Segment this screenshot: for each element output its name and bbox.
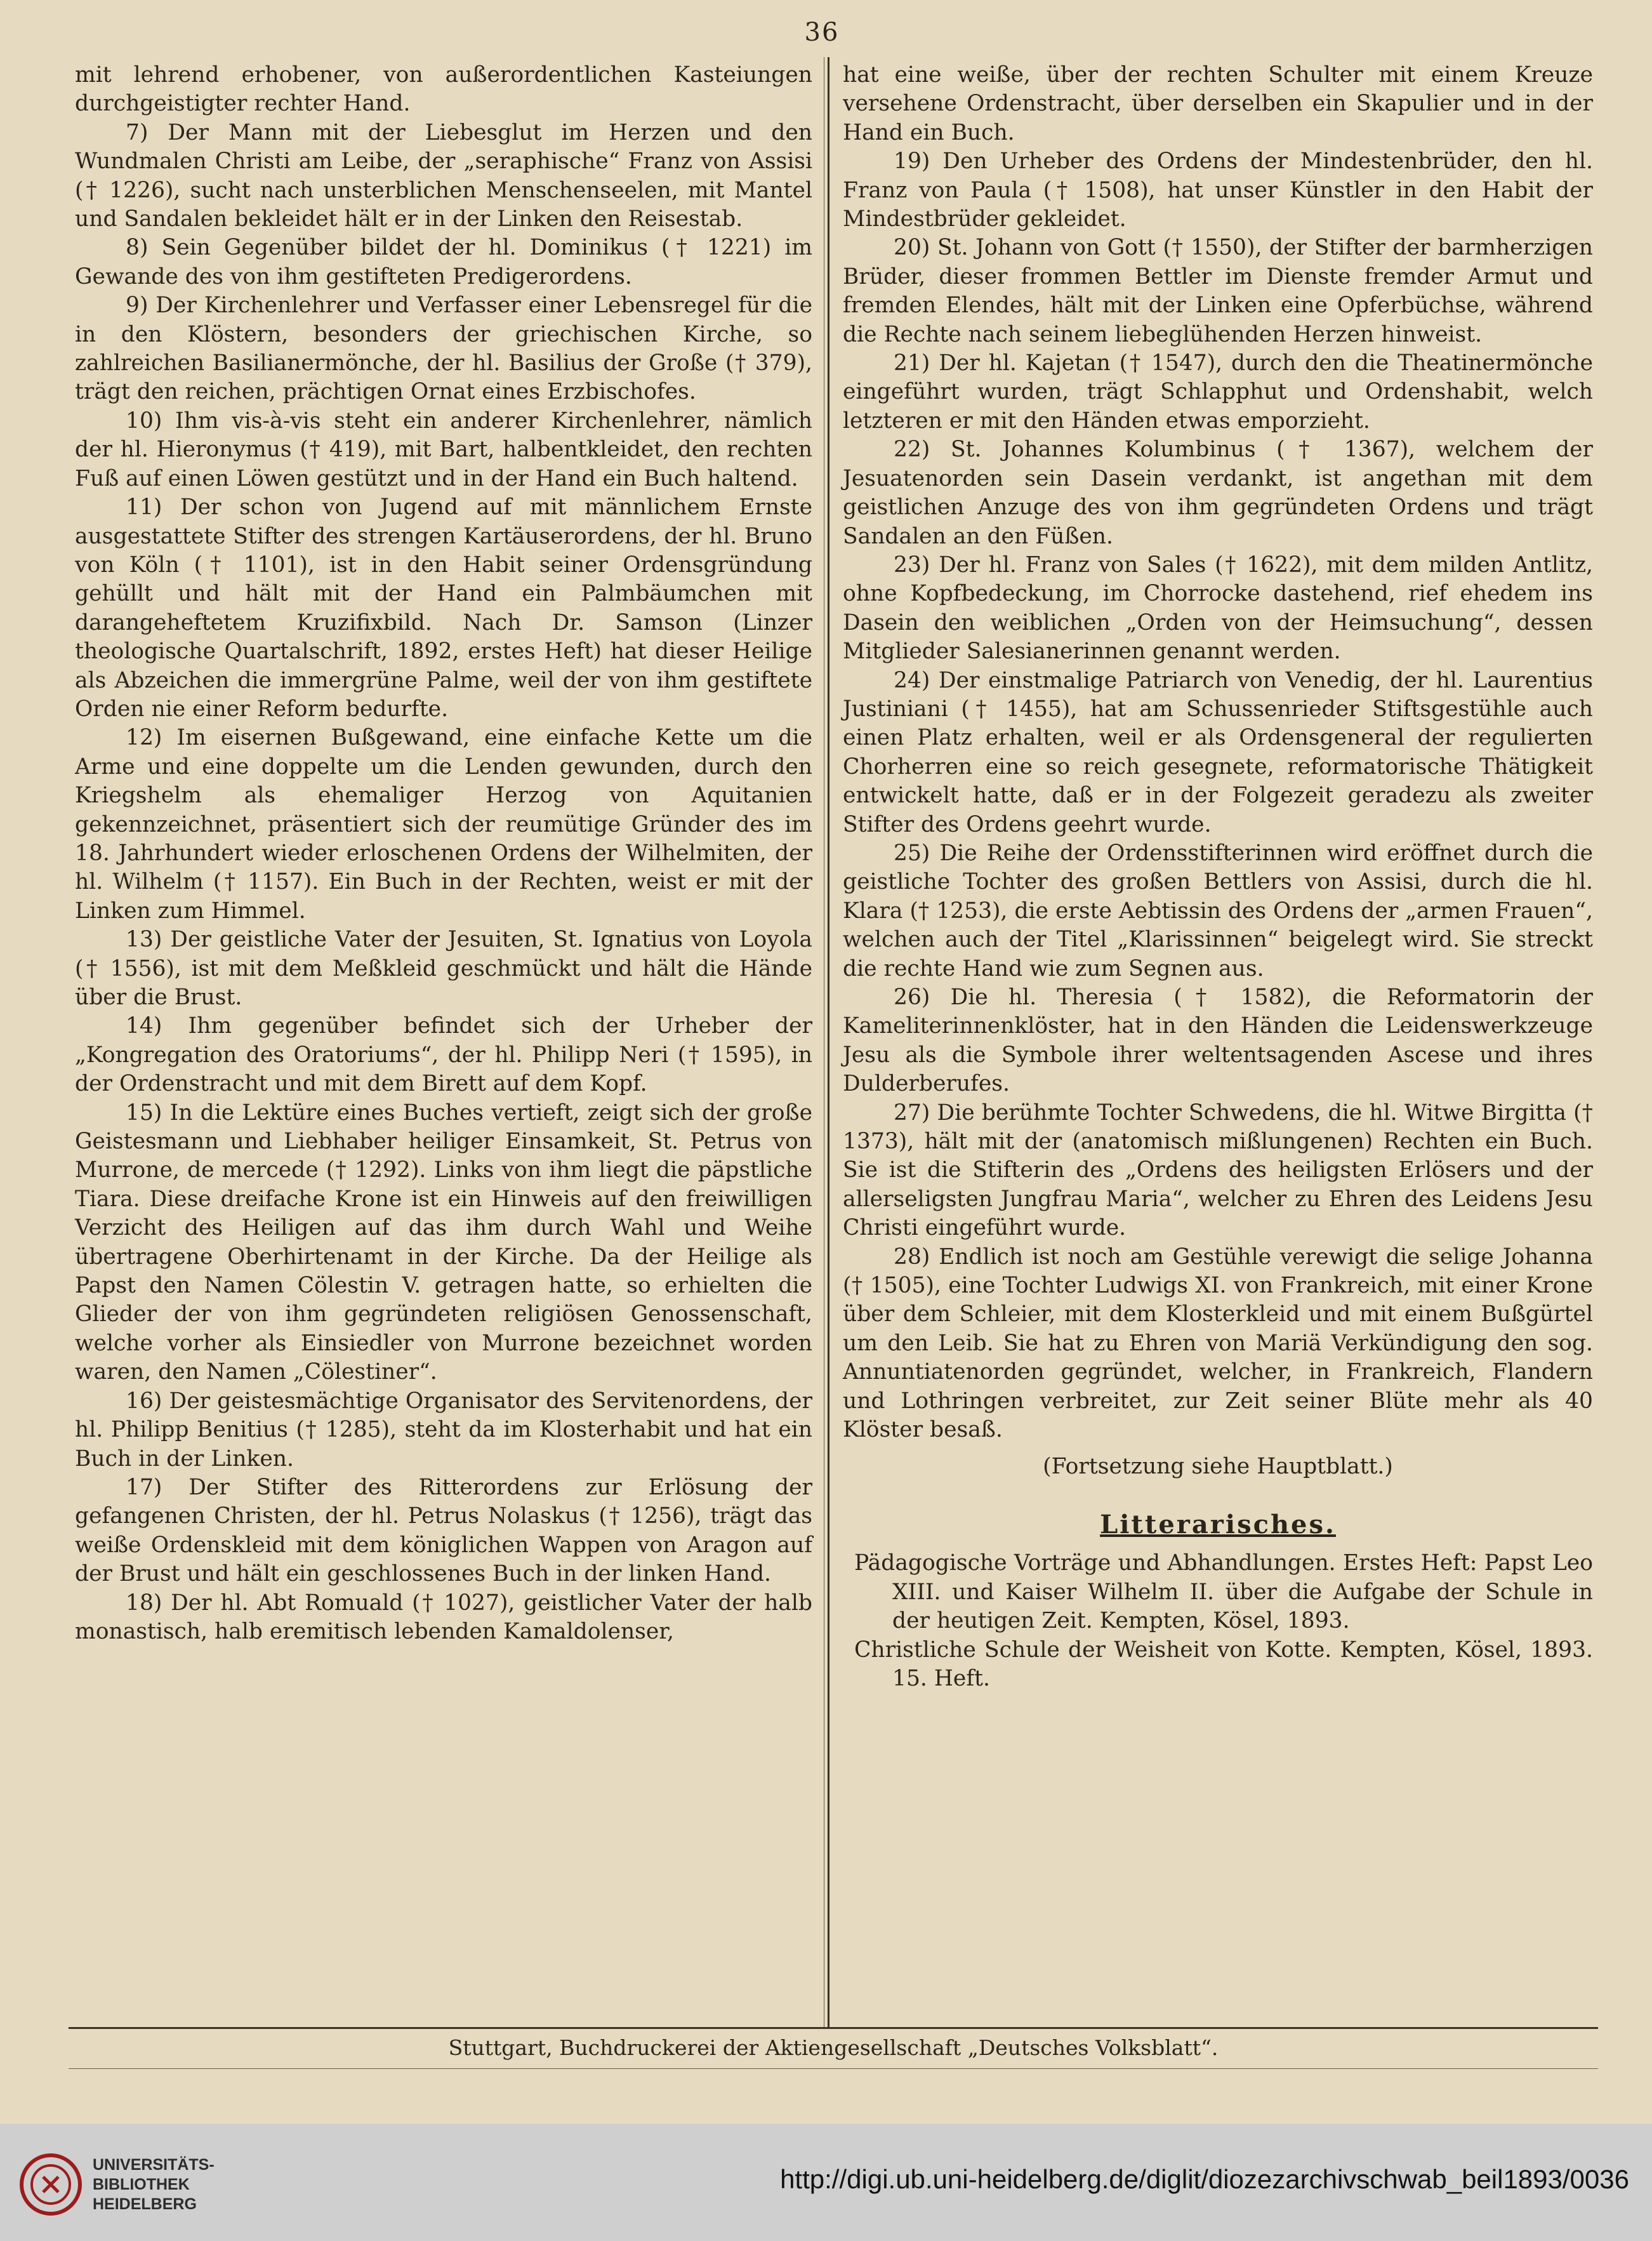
library-name-line: HEIDELBERG <box>93 2195 197 2213</box>
continuation-note: (Fortsetzung siehe Hauptblatt.) <box>1043 1453 1393 1479</box>
paragraph: 13) Der geistliche Vater der Jesuiten, St. Ignatius von Loyola († 1556), ist mit dem Meßkleid geschmückt und hält die Hände über die Brust. <box>75 927 812 1010</box>
paragraph: 28) Endlich ist noch am Gestühle verewigt die selige Johanna († 1505), eine Tochter Ludwigs XI. von Frankreich, mit einer Krone über dem Schleier, mit dem Klosterkleid und mit einem Bußgürtel um den Leib. Sie hat zu Ehren von Mariä Verkündigung den sog. Annuntiatenorden gegründet, welcher, in Frankreich, Flandern und Lothringen verbreitet, zur Zeit seiner Blüte mehr als 40 Klöster besaß. <box>843 1244 1593 1443</box>
paragraph: 23) Der hl. Franz von Sales († 1622), mit dem milden Antlitz, ohne Kopfbedeckung, im Chorrocke dastehend, rief ehedem ins Dasein den weiblichen „Orden von der Heimsuchung“, dessen Mitglieder Salesianerinnen genannt werden. <box>843 552 1593 665</box>
paragraph: 22) St. Johannes Kolumbinus († 1367), welchem der Jesuatenorden sein Dasein verdankt, ist angethan mit dem geistlichen Anzuge des von ihm gegründeten Ordens und trägt Sandalen an den Füßen. <box>843 437 1593 549</box>
footer-rule <box>69 2027 1598 2029</box>
paragraph: 17) Der Stifter des Ritterordens zur Erlösung der gefangenen Christen, der hl. Petrus Nolaskus († 1256), trägt das weiße Ordenskleid mit dem königlichen Wappen von Aragon auf der Brust und hält ein geschlossenes Buch in der linken Hand. <box>75 1474 812 1587</box>
paragraph: 19) Den Urheber des Ordens der Mindestenbrüder, den hl. Franz von Paula († 1508), hat unser Künstler in den Habit der Mindestbrüder gekleidet. <box>843 149 1593 232</box>
paragraph: 25) Die Reihe der Ordensstifterinnen wird eröffnet durch die geistliche Tochter des großen Bettlers von Assisi, durch die hl. Klara († 1253), die erste Aebtissin des Ordens der „armen Frauen“, welchen auch der Titel „Klarissinnen“ beigelegt wird. Sie streckt die rechte Hand wie zum Segnen aus. <box>843 840 1593 981</box>
paragraph: 12) Im eisernen Bußgewand, eine einfache Kette um die Arme und eine doppelte um die Lenden gewunden, durch den Kriegshelm als ehemaliger Herzog von Aquitanien gekennzeichnet, präsentiert sich der reumütige Gründer des im 18. Jahrhundert wieder erloschenen Ordens der Wilhelmiten, der hl. Wilhelm († 1157). Ein Buch in der Rechten, weist er mit der Linken zum Himmel. <box>75 725 812 924</box>
paragraph: 9) Der Kirchenlehrer und Verfasser einer Lebensregel für die in den Klöstern, besonders der griechischen Kirche, so zahlreichen Basilianermönche, der hl. Basilius der Große († 379), trägt den reichen, prächtigen Ornat eines Erzbischofes. <box>75 293 812 405</box>
library-footer-bar <box>0 2124 1652 2241</box>
column-divider <box>828 57 829 2028</box>
paragraph: 20) St. Johann von Gott († 1550), der Stifter der barmherzigen Brüder, dieser frommen Bettler im Dienste fremder Armut und fremden Elendes, hält mit der Linken eine Opferbüchse, während die Rechte nach seinem liebeglühenden Herzen hinweist. <box>843 235 1593 347</box>
paragraph: 14) Ihm gegenüber befindet sich der Urheber der „Kongregation des Oratoriums“, der hl. Philipp Neri († 1595), in der Ordenstracht und mit dem Birett auf dem Kopf. <box>75 1013 812 1097</box>
paragraph: 11) Der schon von Jugend auf mit männlichem Ernste ausgestattete Stifter des strengen Kartäuserordens, der hl. Bruno von Köln († 1101), ist in den Habit seiner Ordensgründung gehüllt und hält mit der Hand ein Palmbäumchen mit darangeheftetem Kruzifixbild. Nach Dr. Samson (Linzer theologische Quartalschrift, 1892, erstes Heft) hat dieser Heilige als Abzeichen die immergrüne Palme, weil der von ihm gestiftete Orden nie einer Reform bedurfte. <box>75 495 812 722</box>
left-column <box>75 61 812 1646</box>
university-seal-icon <box>19 2153 83 2216</box>
paragraph: 24) Der einstmalige Patriarch von Venedig, der hl. Laurentius Justiniani († 1455), hat am Schussenrieder Stiftsgestühle auch einen Platz erhalten, weil er als Ordensgeneral der regulierten Chorherren eine so reich gesegnete, reformatorische Thätigkeit entwickelt hatte, daß er in der Folgezeit geradezu als zweiter Stifter des Ordens geehrt wurde. <box>843 667 1593 837</box>
library-name-line: UNIVERSITÄTS- <box>93 2156 215 2174</box>
printer-imprint: Stuttgart, Buchdruckerei der Aktiengesellschaft „Deutsches Volksblatt“. <box>448 2035 1219 2060</box>
paragraph: hat eine weiße, über der rechten Schulter mit einem Kreuze versehene Ordenstracht, über derselben ein Skapulier und in der Hand ein Buch. <box>843 62 1593 145</box>
paragraph: mit lehrend erhobener, von außerordentlichen Kasteiungen durchgeistigter rechter Hand. <box>75 62 812 117</box>
paragraph: 10) Ihm vis-à-vis steht ein anderer Kirchenlehrer, nämlich der hl. Hieronymus († 419), mit Bart, halbentkleidet, den rechten Fuß auf einen Löwen gestützt und in der Hand ein Buch haltend. <box>75 408 812 491</box>
paragraph: 15) In die Lektüre eines Buches vertieft, zeigt sich der große Geistesmann und Liebhaber heiliger Einsamkeit, St. Petrus von Murrone, de mercede († 1292). Links von ihm liegt die päpstliche Tiara. Diese dreifache Krone ist ein Hinweis auf den freiwilligen Verzicht des Heiligen auf das ihm durch Wahl und Weihe übertragene Oberhirtenamt in der Kirche. Da der Heilige als Papst den Namen Cölestin V. getragen hatte, so erhielten die Glieder der von ihm gegründeten religiösen Genossenschaft, welche vorher als Einsiedler von Murrone bezeichnet worden waren, den Namen „Cölestiner“. <box>75 1100 812 1385</box>
literature-entry: Pädagogische Vorträge und Abhandlungen. Erstes Heft: Papst Leo XIII. und Kaiser Wilhelm II. über die Aufgabe der Schule in der heutigen Zeit. Kempten, Kösel, 1893. <box>854 1550 1593 1634</box>
permalink-url[interactable]: http://digi.ub.uni-heidelberg.de/diglit/diozezarchivschwab_beil1893/0036 <box>780 2164 1629 2194</box>
paragraph: 18) Der hl. Abt Romuald († 1027), geistlicher Vater der halb monastisch, halb eremitisch lebenden Kamaldolenser, <box>75 1590 812 1644</box>
literature-entry: Christliche Schule der Weisheit von Kotte. Kempten, Kösel, 1893. 15. Heft. <box>854 1637 1593 1691</box>
right-column <box>843 61 1593 1693</box>
library-name-line: BIBLIOTHEK <box>93 2176 190 2193</box>
section-heading: Litterarisches. <box>1100 1509 1336 1539</box>
paragraph: 21) Der hl. Kajetan († 1547), durch den die Theatinermönche eingeführt wurden, trägt Schlapphut und Ordenshabit, welch letzteren er mit den Händen etwas emporzieht. <box>843 350 1593 434</box>
paragraph: 16) Der geistesmächtige Organisator des Servitenordens, der hl. Philipp Benitius († 1285), steht da im Klosterhabit und hat ein Buch in der Linken. <box>75 1388 812 1472</box>
library-name <box>93 2155 215 2214</box>
page-number: 36 <box>804 18 840 47</box>
paragraph: 7) Der Mann mit der Liebesglut im Herzen und den Wundmalen Christi am Leibe, der „seraphische“ Franz von Assisi († 1226), sucht nach unsterblichen Menschenseelen, mit Mantel und Sandalen bekleidet hält er in der Linken den Reisestab. <box>75 119 812 232</box>
paragraph: 27) Die berühmte Tochter Schwedens, die hl. Witwe Birgitta († 1373), hält mit der (anatomisch mißlungenen) Rechten ein Buch. Sie ist die Stifterin des „Ordens des heiligsten Erlösers und der allerseligsten Jungfrau Maria“, welcher zu Ehren des Leidens Jesu Christi eingeführt wurde. <box>843 1100 1593 1241</box>
paragraph: 8) Sein Gegenüber bildet der hl. Dominikus († 1221) im Gewande des von ihm gestifteten Predigerordens. <box>75 235 812 289</box>
paragraph: 26) Die hl. Theresia († 1582), die Reformatorin der Kameliterinnenklöster, hat in den Händen die Leidenswerkzeuge Jesu als die Symbole ihrer weltentsagenden Ascese und ihres Dulderberufes. <box>843 985 1593 1097</box>
footer-rule-thin <box>69 2068 1598 2069</box>
